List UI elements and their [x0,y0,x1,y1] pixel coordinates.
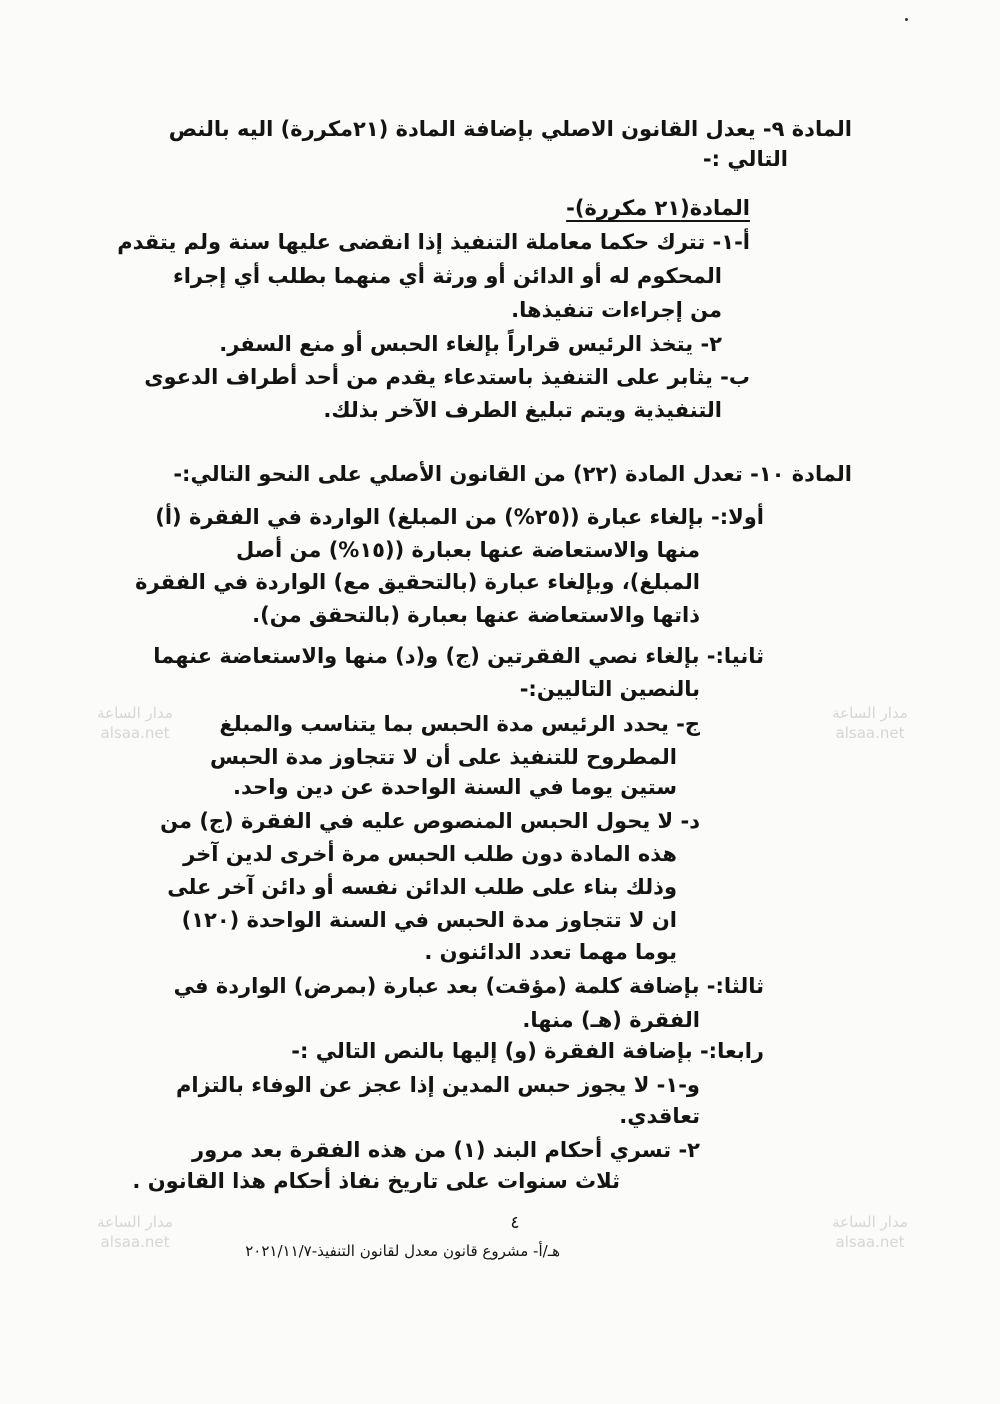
watermark-ar: مدار الساعة [97,1213,173,1231]
watermark-en: alsaa.net [835,1233,905,1251]
body-line: د- لا يحول الحبس المنصوص عليه في الفقرة (ج) من [160,809,700,833]
body-line: منها والاستعاضة عنها بعبارة ((١٥%) من أصل [235,538,700,562]
body-line: ثانيا:- بإلغاء نصي الفقرتين (ج) و(د) منها والاستعاضة عنهما [153,644,764,668]
watermark-en: alsaa.net [100,1233,170,1251]
body-line: من إجراءات تنفيذها. [511,298,722,322]
body-line: و-١- لا يجوز حبس المدين إذا عجز عن الوفاء بالتزام [176,1073,700,1097]
watermark [80,1212,190,1252]
watermark-en: alsaa.net [100,724,170,742]
body-line: ذاتها والاستعاضة عنها بعبارة (بالتحقق من). [252,603,700,627]
body-line: التنفيذية ويتم تبليغ الطرف الآخر بذلك. [323,398,722,422]
scan-speck [905,18,908,21]
body-line: ستين يوما في السنة الواحدة عن دين واحد. [233,775,677,799]
page-number: ٤ [510,1213,520,1233]
body-line: المبلغ)، وبإلغاء عبارة (بالتحقيق مع) الواردة في الفقرة [135,570,700,594]
watermark [80,703,190,743]
watermark-ar: مدار الساعة [97,704,173,722]
article-10-heading: المادة ١٠- تعدل المادة (٢٢) من القانون الأصلي على النحو التالي:- [173,462,852,486]
body-line: ثلاث سنوات على تاريخ نفاذ أحكام هذا القانون . [132,1169,620,1193]
body-line: بالنصين التاليين:- [519,677,700,701]
body-line: ان لا تتجاوز مدة الحبس في السنة الواحدة (١٢٠) [181,908,677,932]
document-footer: هـ/أ- مشروع قانون معدل لقانون التنفيذ-٢٠٢١/١١/٧ [245,1242,560,1260]
body-line: يوما مهما تعدد الدائنون . [424,940,677,964]
body-line: أ-١- تترك حكما معاملة التنفيذ إذا انقضى عليها سنة ولم يتقدم [117,230,750,254]
body-line: ٢- تسري أحكام البند (١) من هذه الفقرة بعد مرور [192,1138,700,1162]
watermark-ar: مدار الساعة [832,1213,908,1231]
body-line: ثالثا:- بإضافة كلمة (مؤقت) بعد عبارة (بمرض) الواردة في [173,974,764,998]
body-line: الفقرة (هـ) منها. [522,1008,700,1032]
body-line: وذلك بناء على طلب الدائن نفسه أو دائن آخر على [167,875,677,899]
body-line: المطروح للتنفيذ على أن لا تتجاوز مدة الحبس [209,745,677,769]
body-line: ج- يحدد الرئيس مدة الحبس بما يتناسب والمبلغ [219,712,700,736]
watermark-ar: مدار الساعة [832,704,908,722]
body-line: ٢- يتخذ الرئيس قراراً بإلغاء الحبس أو منع السفر. [219,332,722,356]
body-line: تعاقدي. [619,1104,700,1128]
body-line: ب- يثابر على التنفيذ باستدعاء يقدم من أحد أطراف الدعوى [144,365,750,389]
body-line: رابعا:- بإضافة الفقرة (و) إليها بالنص التالي :- [291,1039,764,1063]
body-line: المحكوم له أو الدائن أو ورثة أي منهما بطلب أي إجراء [172,264,722,288]
watermark [815,703,925,743]
article-21bis-title: المادة(٢١ مكررة)- [566,196,750,220]
watermark [815,1212,925,1252]
body-line: أولا:- بإلغاء عبارة ((٢٥%) من المبلغ) الواردة في الفقرة (أ) [155,505,764,529]
body-line: هذه المادة دون طلب الحبس مرة أخرى لدين آخر [183,842,677,866]
article-9-heading: المادة ٩- يعدل القانون الاصلي بإضافة المادة (٢١مكررة) اليه بالنص [168,117,852,141]
body-line: التالي :- [702,147,788,171]
watermark-en: alsaa.net [835,724,905,742]
